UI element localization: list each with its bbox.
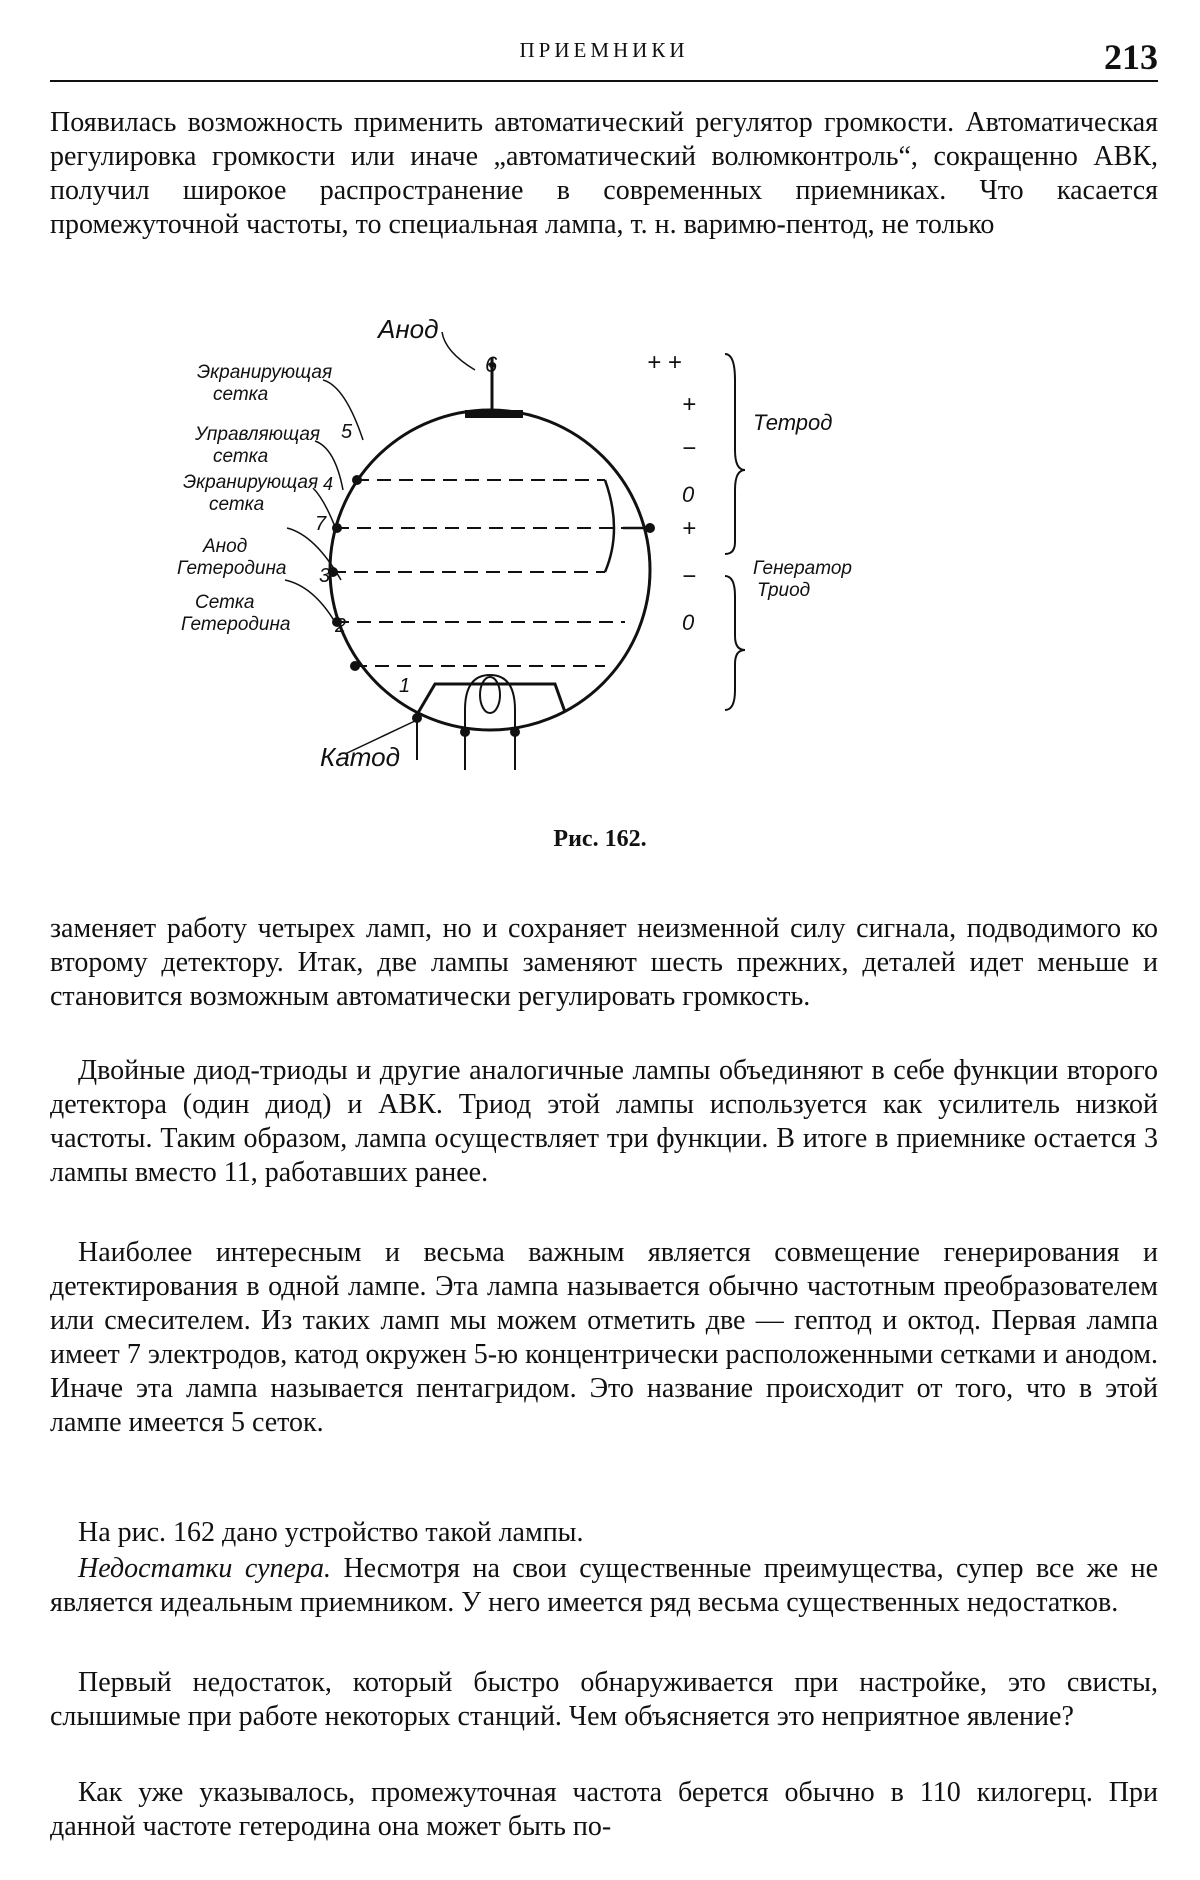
label-osc-grid-1: Сетка <box>195 592 255 613</box>
tube-envelope <box>330 410 650 730</box>
paragraph-1: Появилась возможность применить автоматический регулятор громкости. Автоматическая регулировка громкости или иначе „автоматический волюмконтроль“, сокращенно АВК, получил широкое распространение в современных приемниках. Что касается промежуточной частоты, то специальная лампа, т. н. варимю-пентод, не только <box>50 107 1158 240</box>
tetrode-brace <box>725 354 745 554</box>
label-osc-grid-2: Гетеродина <box>181 614 291 635</box>
label-cathode: Катод <box>320 742 400 772</box>
label-osc-anode-2: Гетеродина <box>177 558 287 579</box>
tube-diagram <box>177 314 1035 860</box>
anode-plate <box>465 410 523 418</box>
label-tetrode: Тетрод <box>753 410 833 435</box>
figure-caption: Рис. 162. <box>553 826 647 852</box>
pin-3: 3 <box>319 565 331 587</box>
paragraph-4: Наиболее интересным и весьма важным является совмещение генерирования и детектирования в одной лампе. Эта лампа называется обычно частотным преобразователем или смесителем. Из таких ламп мы можем отметить две — гептод и октод. Первая лампа имеет 7 электродов, катод окружен 5-ю концентрически расположенными сетками и анодом. Иначе эта лампа называется пентагридом. Это название происходит от того, что в этой лампе имеется 5 сеток. <box>50 1237 1158 1438</box>
paragraph-6 <box>50 1552 1158 1620</box>
paragraph-2: заменяет работу четырех ламп, но и сохраняет неизменной силу сигнала, подводимого ко второму детектору. Итак, две лампы заменяют шесть прежних, деталей идет меньше и становится возможным автоматически регулировать громкость. <box>50 913 1158 1012</box>
label-osc-anode-1: Анод <box>203 536 248 557</box>
paragraph-3: Двойные диод-триоды и другие аналогичные лампы объединяют в себе функции второго детектора (один диод) и АВК. Триод этой лампы используется как усилитель низкой частоты. Таким образом, лампа осуществляет три функции. В итоге в приемнике остается 3 лампы вместо 11, работавших ранее. <box>50 1055 1158 1188</box>
tetrode-polarity-1: + + <box>647 349 682 376</box>
pin-7: 7 <box>315 513 327 535</box>
label-screen-grid-low-2: сетка <box>209 494 265 515</box>
section-heading-drawbacks: Недостатки супера. <box>78 1553 331 1584</box>
pin-1: 1 <box>399 675 411 697</box>
pin-5: 5 <box>341 421 353 443</box>
label-control-grid-2: сетка <box>213 446 269 467</box>
label-control-grid-1: Управляющая <box>195 424 321 445</box>
label-screen-grid-top-2: сетка <box>213 384 269 405</box>
page-header <box>50 36 1158 86</box>
triode-polarity-3: 0 <box>682 610 695 635</box>
page-number: 213 <box>1104 37 1158 77</box>
figure-162 <box>177 314 1035 860</box>
header-rule <box>50 80 1158 82</box>
tetrode-polarity-4: 0 <box>682 482 695 507</box>
label-anode: Анод <box>378 314 439 344</box>
triode-polarity-1: + <box>682 515 697 542</box>
paragraph-5: На рис. 162 дано устройство такой лампы. <box>78 1517 584 1548</box>
pin-2: 2 <box>335 615 347 637</box>
pin-4: 4 <box>323 474 334 494</box>
paragraph-7: Первый недостаток, который быстро обнаруживается при настройке, это свисты, слышимые при работе некоторых станций. Чем объясняется это неприятное явление? <box>50 1667 1158 1732</box>
tetrode-polarity-3: − <box>682 435 697 462</box>
triode-brace <box>725 576 745 710</box>
triode-polarity-2: − <box>682 563 697 590</box>
running-title: ПРИЕМНИКИ <box>519 38 689 62</box>
label-generator-1: Генератор <box>753 558 852 579</box>
paragraph-6-text: Несмотря на свои существенные преимущества, супер все же не является идеальным приемником. У него имеется ряд весьма существенных недостатков. <box>50 1553 1158 1618</box>
label-screen-grid-low-1: Экранирующая <box>183 472 319 493</box>
label-generator-2: Триод <box>757 580 811 601</box>
paragraph-8: Как уже указывалось, промежуточная частота берется обычно в 110 килогерц. При данной частоте гетеродина она может быть по- <box>50 1777 1158 1842</box>
pin-6: 6 <box>485 352 498 377</box>
label-screen-grid-top-1: Экранирующая <box>197 362 333 383</box>
tetrode-polarity-2: + <box>682 391 697 418</box>
